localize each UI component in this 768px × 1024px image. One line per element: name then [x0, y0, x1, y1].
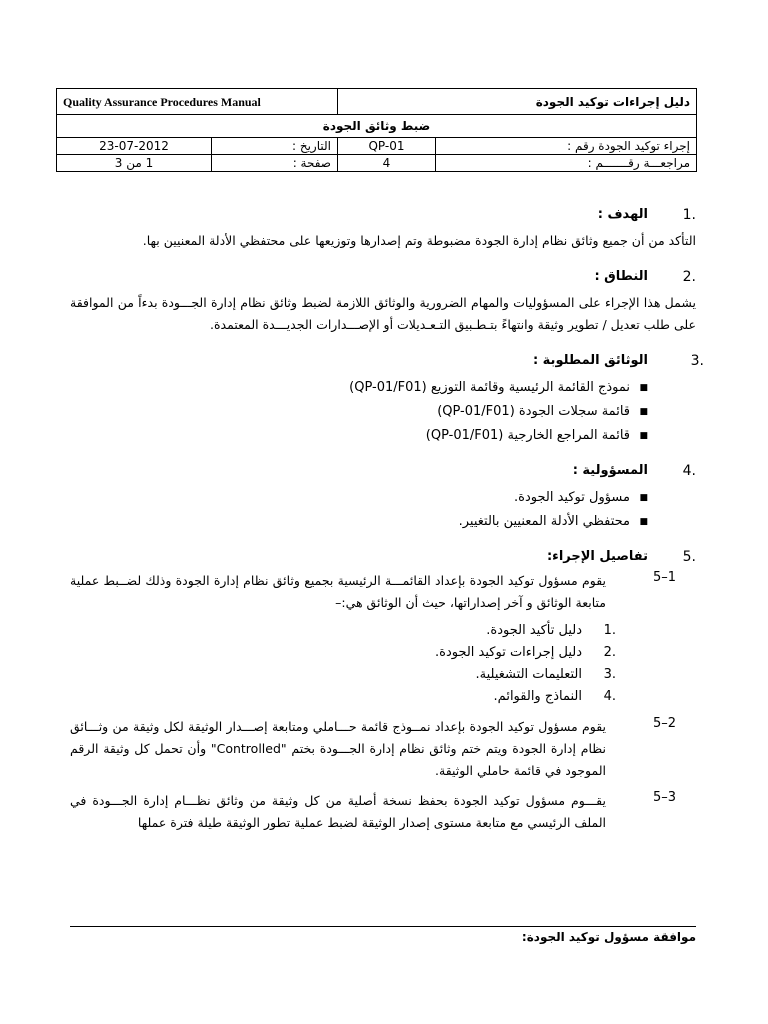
procedure-label: إجراء توكيد الجودة رقم : [436, 138, 697, 155]
list-item: ■ مسؤول توكيد الجودة. [70, 486, 696, 510]
list-item: ■ قائمة المراجع الخارجية (QP-01/F01) [70, 424, 696, 448]
section-objective [70, 204, 696, 252]
page-label: صفحة : [212, 155, 338, 172]
bullet-icon: ■ [639, 493, 648, 503]
document-body [70, 200, 704, 834]
section-number: 5. [682, 549, 696, 565]
header-table [56, 88, 697, 172]
list-item: 1. دليل تأكيد الجودة. [486, 623, 616, 638]
subsection-number: 5–3 [652, 790, 676, 805]
subsection-5-2 [70, 716, 696, 782]
documents-ordered-list [70, 620, 696, 708]
section-title: النطاق : [594, 269, 648, 284]
section-number: 4. [682, 463, 696, 479]
page-value: 1 من 3 [57, 155, 212, 172]
section-number: 1. [682, 207, 696, 223]
subsection-number: 5–1 [652, 570, 676, 585]
subsection-5-1 [70, 570, 696, 614]
date-value: 23-07-2012 [57, 138, 212, 155]
manual-title-en: Quality Assurance Procedures Manual [57, 89, 338, 115]
section-title: الهدف : [597, 207, 648, 222]
subsection-text: يقوم مسؤول توكيد الجودة بإعداد نمــوذج قائمة حـــاملي ومتابعة إصـــدار الوثيقة لكل وثيقة من وثـــائق نظام إدارة الجودة ويتم ختم وثائق نظام إدارة الجـــودة بختم "Controlled" وأن تحمل كل وثيقة الرقم الموجود في قائمة حاملي الوثيقة. [70, 719, 606, 778]
revision-label: مراجعـــة رقـــــــم : [436, 155, 697, 172]
approval-signature-label: موافقة مسؤول توكيد الجودة: [521, 930, 696, 944]
subsection-5-3 [70, 790, 696, 834]
section-title: تفاصيل الإجراء: [546, 549, 648, 564]
section-required-documents [70, 350, 704, 448]
subsection-text: يقوم مسؤول توكيد الجودة بإعداد القائمـــة الرئيسية بجميع وثائق نظام إدارة الجودة وذلك لضــبط عملية متابعة الوثائق و آخر إصداراتها، حيث أن الوثائق هي:– [70, 573, 606, 610]
section-responsibility [70, 460, 696, 534]
section-scope [70, 266, 696, 336]
bullet-icon: ■ [639, 383, 648, 393]
date-label: التاريخ : [212, 138, 338, 155]
responsibility-list [70, 486, 696, 534]
subsection-number: 5–2 [652, 716, 676, 731]
section-title: الوثائق المطلوبة : [532, 353, 648, 368]
revision-number: 4 [338, 155, 436, 172]
subsection-text: يقـــوم مسؤول توكيد الجودة بحفظ نسخة أصلية من كل وثيقة من وثائق نظـــام إدارة الجـــودة في الملف الرئيسي مع متابعة مستوى إصدار الوثيقة لضبط عملية تطور الوثيقة طيلة فترة عملها [70, 793, 606, 830]
section-title: المسؤولية : [572, 463, 648, 478]
list-item: ■ نموذج القائمة الرئيسية وقائمة التوزيع (QP-01/F01) [70, 376, 696, 400]
list-item: 2. دليل إجراءات توكيد الجودة. [435, 645, 616, 660]
section-number: 3. [690, 353, 704, 369]
list-item: ■ قائمة سجلات الجودة (QP-01/F01) [70, 400, 696, 424]
list-item: ■ محتفظي الأدلة المعنيين بالتغيير. [70, 510, 696, 534]
document-subtitle: ضبط وثائق الجودة [57, 115, 697, 138]
documents-list [70, 376, 696, 448]
section-procedure-details [70, 546, 696, 834]
bullet-icon: ■ [639, 517, 648, 527]
section-text: التأكد من أن جميع وثائق نظام إدارة الجودة مضبوطة وتم إصدارها وتوزيعها على محتفظي الأدلة المعنيين بها. [142, 233, 696, 248]
list-item: 4. النماذج والقوائم. [493, 689, 616, 704]
footer-divider [70, 926, 696, 927]
manual-title-ar: دليل إجراءات توكيد الجودة [338, 89, 697, 115]
section-number: 2. [682, 269, 696, 285]
bullet-icon: ■ [639, 431, 648, 441]
section-text: يشمل هذا الإجراء على المسؤوليات والمهام الضرورية والوثائق اللازمة لضبط وثائق نظام إدارة الجـــودة بدءاً من الموافقة على طلب تعديل / تطوير وثيقة وانتهاءً بتـطـبيق التـعـديلات أو الإصـــدارات الجديـــدة المعتمدة. [70, 295, 696, 332]
list-item: 3. التعليمات التشغيلية. [475, 667, 616, 682]
bullet-icon: ■ [639, 407, 648, 417]
procedure-number: QP-01 [338, 138, 436, 155]
